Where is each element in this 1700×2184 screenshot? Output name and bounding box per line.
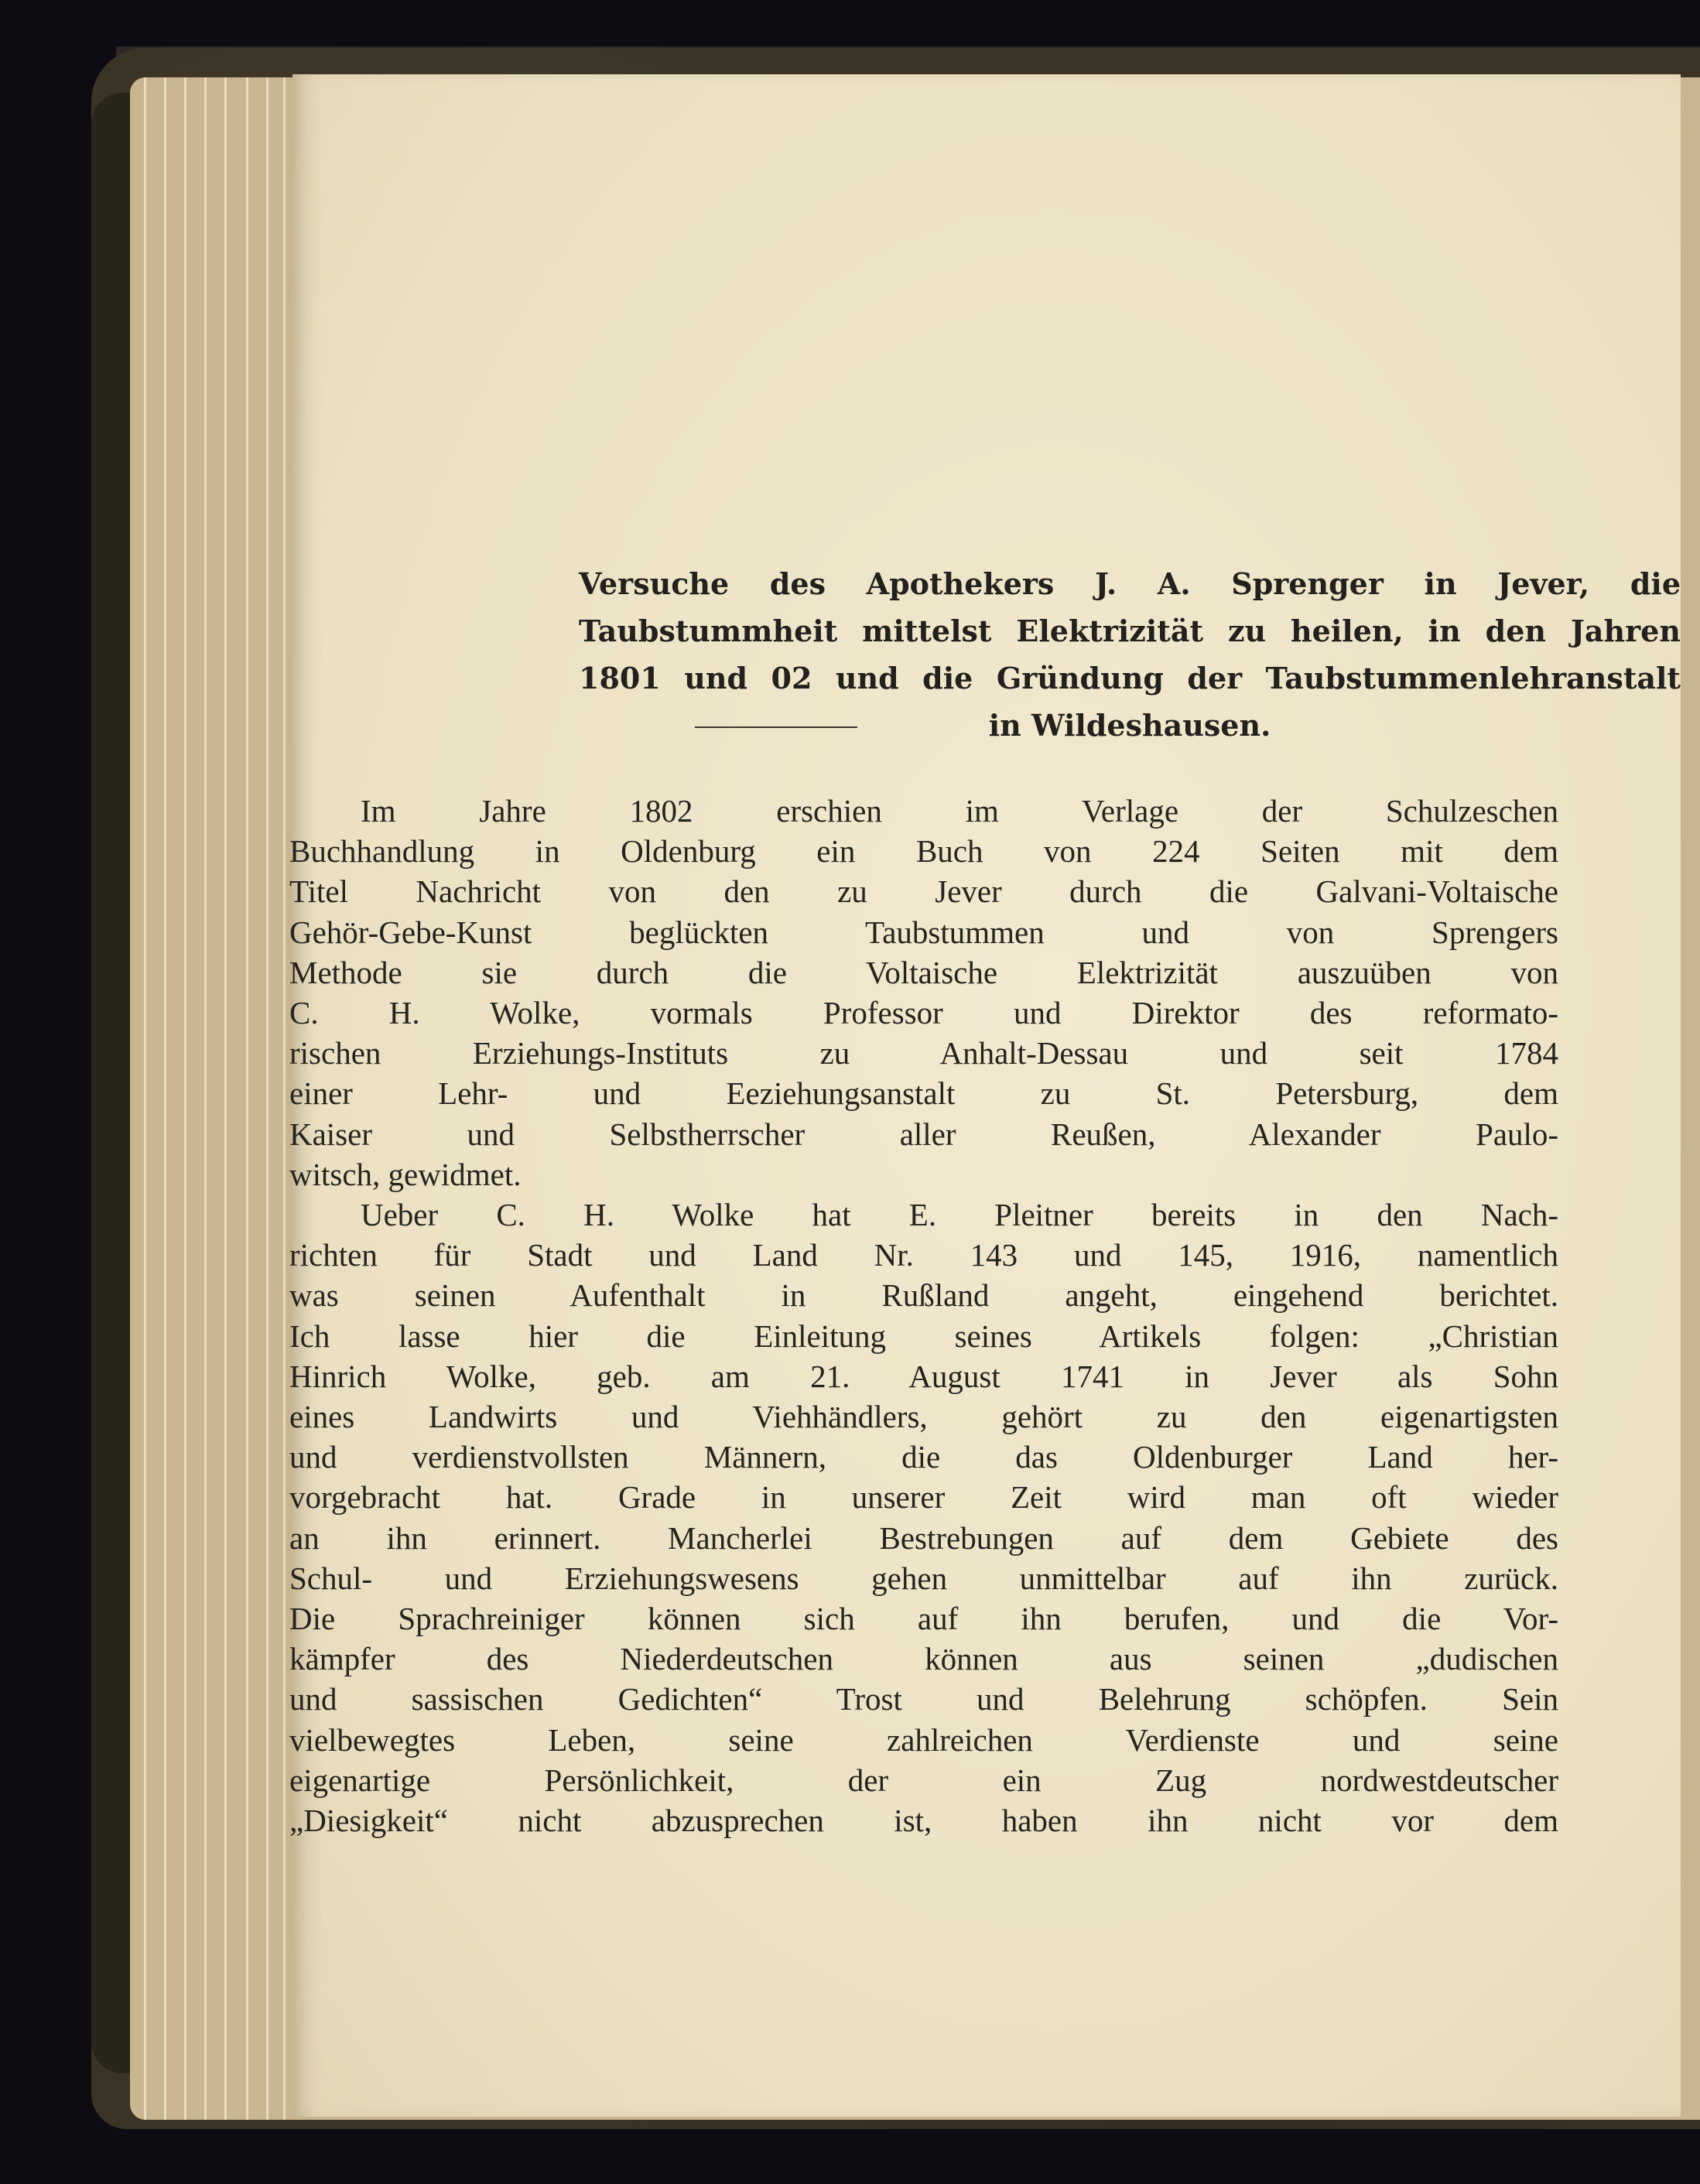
- text-line: und sassischen Gedichten“ Trost und Belehrung schöpfen. Sein: [289, 1681, 1558, 1717]
- text-line: an ihn erinnert. Mancherlei Bestrebungen auf dem Gebiete des: [289, 1519, 1558, 1556]
- text-line: rischen Erziehungs-Instituts zu Anhalt-Dessau und seit 1784: [289, 1035, 1558, 1071]
- paragraph-2: [289, 1195, 1558, 1841]
- text-line: Schul- und Erziehungswesens gehen unmittelbar auf ihn zurück.: [289, 1560, 1558, 1596]
- text-line: Ueber C. H. Wolke hat E. Pleitner bereits in den Nach-: [361, 1197, 1558, 1233]
- paragraph-1: [289, 791, 1558, 1195]
- text-line: witsch, gewidmet.: [289, 1156, 522, 1192]
- text-line: Kaiser und Selbstherrscher aller Reußen, Alexander Paulo-: [289, 1116, 1558, 1152]
- text-line: Ich lasse hier die Einleitung seines Artikels folgen: „Christian: [289, 1318, 1558, 1354]
- text-line: und verdienstvollsten Männern, die das Oldenburger Land her-: [289, 1439, 1558, 1475]
- text-line: kämpfer des Niederdeutschen können aus seinen „dudischen: [289, 1641, 1558, 1677]
- text-line: C. H. Wolke, vormals Professor und Direktor des reformato-: [289, 995, 1558, 1031]
- heading-line: 1801 und 02 und die Gründung der Taubstummenlehranstalt: [579, 661, 1681, 696]
- text-line: Buchhandlung in Oldenburg ein Buch von 224 Seiten mit dem: [289, 833, 1558, 870]
- text-line: eines Landwirts und Viehhändlers, gehört zu den eigenartigsten: [289, 1399, 1558, 1435]
- heading-divider: [695, 726, 857, 728]
- text-line: eigenartige Persönlichkeit, der ein Zug nordwestdeutscher: [289, 1762, 1558, 1798]
- text-line: Gehör-Gebe-Kunst beglückten Taubstummen und von Sprengers: [289, 914, 1558, 950]
- text-line: richten für Stadt und Land Nr. 143 und 145, 1916, namentlich: [289, 1237, 1558, 1273]
- chapter-heading: [292, 560, 1681, 749]
- text-line: vielbewegtes Leben, seine zahlreichen Verdienste und seine: [289, 1721, 1558, 1758]
- text-line: Im Jahre 1802 erschien im Verlage der Schulzeschen: [361, 793, 1558, 829]
- body-text: [289, 791, 1558, 1841]
- text-line: Die Sprachreiniger können sich auf ihn berufen, und die Vor-: [289, 1601, 1558, 1637]
- text-line: Hinrich Wolke, geb. am 21. August 1741 in Jever als Sohn: [289, 1358, 1558, 1394]
- text-line: „Diesigkeit“ nicht abzusprechen ist, haben ihn nicht vor dem: [289, 1803, 1558, 1839]
- heading-line: in Wildeshausen.: [988, 708, 1271, 743]
- text-line: Titel Nachricht von den zu Jever durch die Galvani-Voltaische: [289, 873, 1558, 910]
- heading-line: Taubstummheit mittelst Elektrizität zu heilen, in den Jahren: [579, 614, 1681, 648]
- text-line: einer Lehr- und Eeziehungsanstalt zu St. Petersburg, dem: [289, 1075, 1558, 1112]
- text-line: was seinen Aufenthalt in Rußland angeht, eingehend berichtet.: [289, 1277, 1558, 1314]
- text-line: vorgebracht hat. Grade in unserer Zeit wird man oft wieder: [289, 1479, 1558, 1516]
- text-line: Methode sie durch die Voltaische Elektrizität auszuüben von: [289, 954, 1558, 990]
- heading-line: Versuche des Apothekers J. A. Sprenger in Jever, die: [579, 566, 1681, 601]
